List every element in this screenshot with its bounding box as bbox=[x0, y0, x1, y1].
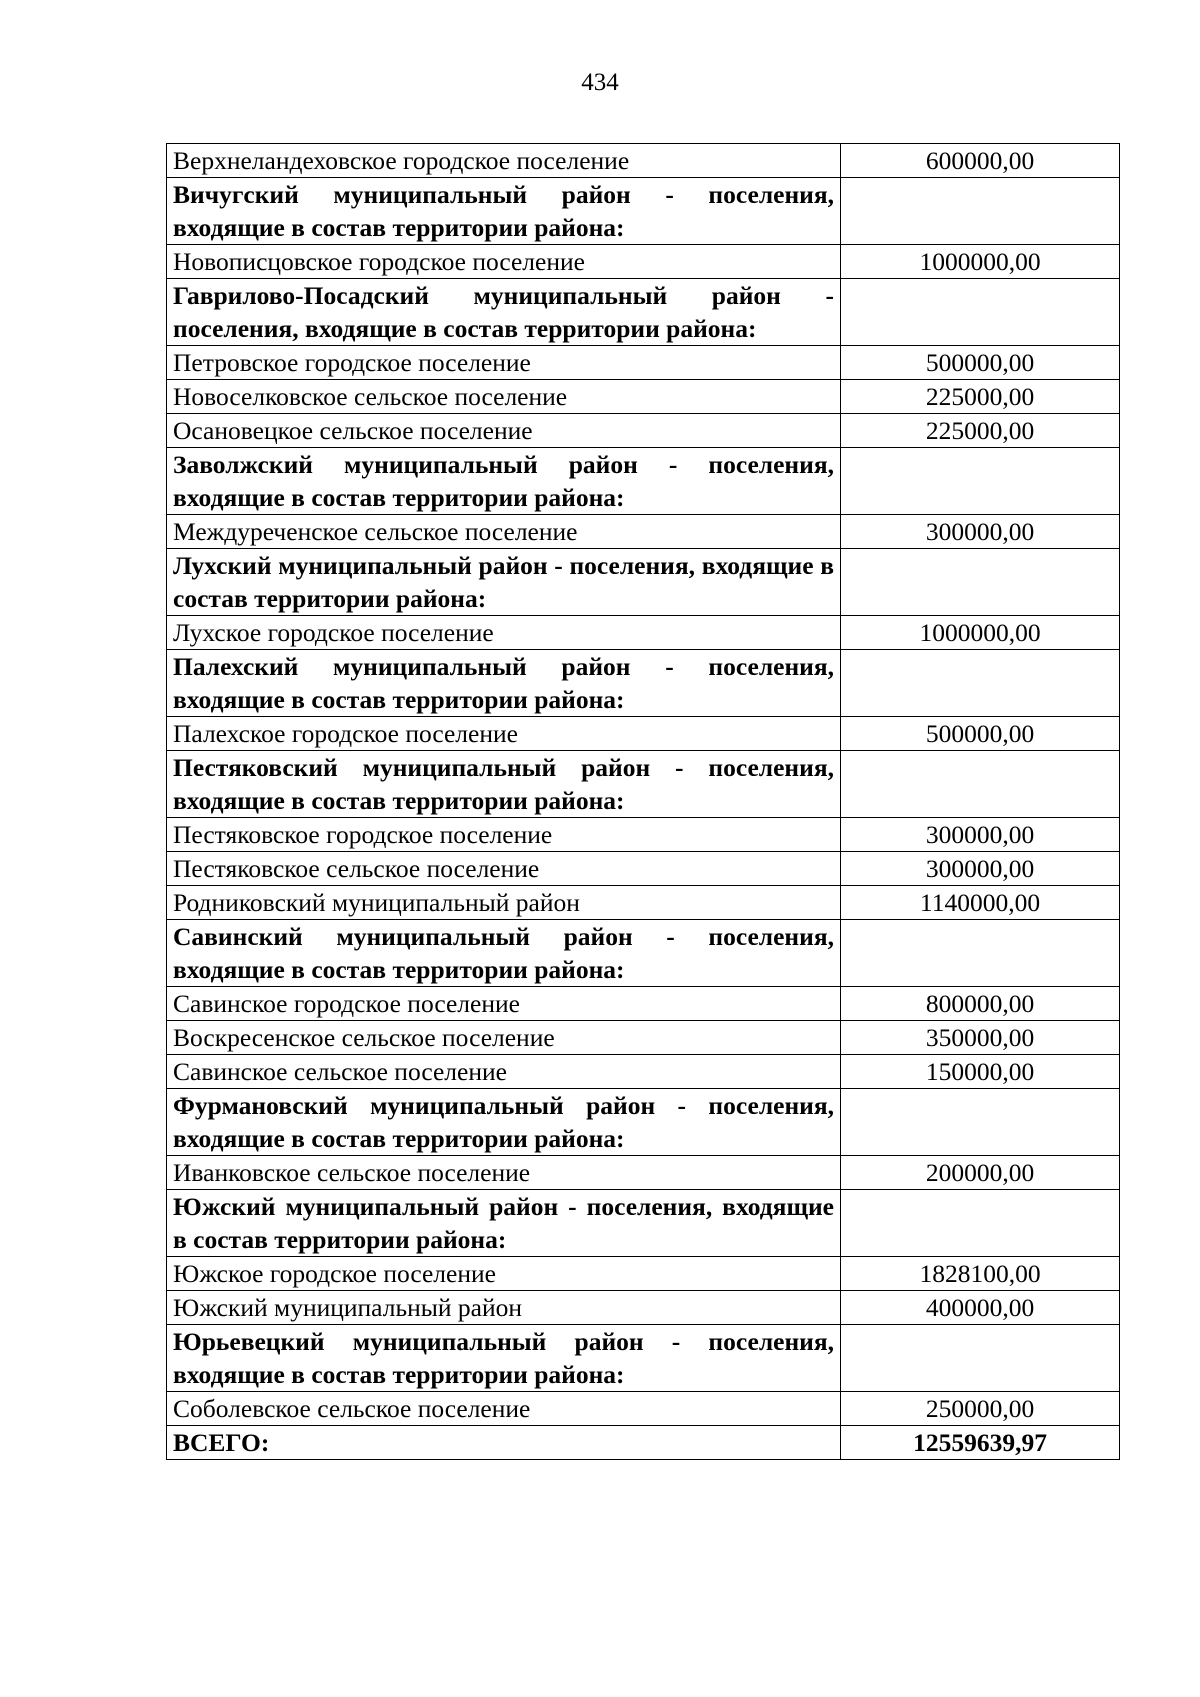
table-row bbox=[167, 987, 1120, 1021]
district-heading: Пестяковский муниципальный район - поселения, входящие в состав территории района: bbox=[167, 751, 841, 818]
amount-cell bbox=[841, 279, 1120, 346]
amount-cell bbox=[841, 178, 1120, 245]
table-row bbox=[167, 515, 1120, 549]
settlement-name: Родниковский муниципальный район bbox=[167, 886, 841, 920]
settlement-name: Пестяковское сельское поселение bbox=[167, 852, 841, 886]
settlement-name: Савинское сельское поселение bbox=[167, 1055, 841, 1089]
amount-cell bbox=[841, 1089, 1120, 1156]
table-row bbox=[167, 616, 1120, 650]
district-heading-row bbox=[167, 448, 1120, 515]
settlement-name: Южский муниципальный район bbox=[167, 1291, 841, 1325]
table-row bbox=[167, 1055, 1120, 1089]
amount-cell bbox=[841, 1325, 1120, 1392]
amount-cell: 250000,00 bbox=[841, 1392, 1120, 1426]
amount-cell bbox=[841, 920, 1120, 987]
amount-cell: 300000,00 bbox=[841, 515, 1120, 549]
amount-cell: 225000,00 bbox=[841, 380, 1120, 414]
amount-cell: 1000000,00 bbox=[841, 245, 1120, 279]
table-row bbox=[167, 245, 1120, 279]
amount-cell: 350000,00 bbox=[841, 1021, 1120, 1055]
table-row bbox=[167, 717, 1120, 751]
settlement-name: Воскресенское сельское поселение bbox=[167, 1021, 841, 1055]
amount-cell: 225000,00 bbox=[841, 414, 1120, 448]
settlement-name: Соболевское сельское поселение bbox=[167, 1392, 841, 1426]
district-heading-row bbox=[167, 1089, 1120, 1156]
district-heading: Фурмановский муниципальный район - поселения, входящие в состав территории района: bbox=[167, 1089, 841, 1156]
amount-cell bbox=[841, 1190, 1120, 1257]
table-row bbox=[167, 1021, 1120, 1055]
district-heading-row bbox=[167, 920, 1120, 987]
amount-cell bbox=[841, 650, 1120, 717]
settlement-name: Новоселковское сельское поселение bbox=[167, 380, 841, 414]
district-heading-row bbox=[167, 279, 1120, 346]
amount-cell bbox=[841, 751, 1120, 818]
amount-cell: 400000,00 bbox=[841, 1291, 1120, 1325]
amount-cell: 800000,00 bbox=[841, 987, 1120, 1021]
amount-cell: 1828100,00 bbox=[841, 1257, 1120, 1291]
district-heading: Заволжский муниципальный район - поселения, входящие в состав территории района: bbox=[167, 448, 841, 515]
district-heading: Южский муниципальный район - поселения, входящие в состав территории района: bbox=[167, 1190, 841, 1257]
district-heading: Гаврилово-Посадский муниципальный район - поселения, входящие в состав территории района: bbox=[167, 279, 841, 346]
amount-cell: 300000,00 bbox=[841, 818, 1120, 852]
settlement-name: Иванковское сельское поселение bbox=[167, 1156, 841, 1190]
total-amount: 12559639,97 bbox=[841, 1426, 1120, 1460]
table-row bbox=[167, 414, 1120, 448]
amount-cell: 500000,00 bbox=[841, 717, 1120, 751]
amount-cell: 200000,00 bbox=[841, 1156, 1120, 1190]
settlement-name: Междуреченское сельское поселение bbox=[167, 515, 841, 549]
district-heading-row bbox=[167, 178, 1120, 245]
district-heading-row bbox=[167, 1190, 1120, 1257]
allocation-table bbox=[166, 143, 1120, 1460]
table-row bbox=[167, 1291, 1120, 1325]
district-heading-row bbox=[167, 650, 1120, 717]
table-row bbox=[167, 346, 1120, 380]
amount-cell: 500000,00 bbox=[841, 346, 1120, 380]
amount-cell: 1140000,00 bbox=[841, 886, 1120, 920]
settlement-name: Савинское городское поселение bbox=[167, 987, 841, 1021]
amount-cell bbox=[841, 549, 1120, 616]
amount-cell: 300000,00 bbox=[841, 852, 1120, 886]
table-row bbox=[167, 886, 1120, 920]
district-heading-row bbox=[167, 549, 1120, 616]
page-number: 434 bbox=[581, 69, 619, 96]
district-heading: Савинский муниципальный район - поселения, входящие в состав территории района: bbox=[167, 920, 841, 987]
settlement-name: Новописцовское городское поселение bbox=[167, 245, 841, 279]
district-heading-row bbox=[167, 1325, 1120, 1392]
district-heading: Вичугский муниципальный район - поселения, входящие в состав территории района: bbox=[167, 178, 841, 245]
settlement-name: Петровское городское поселение bbox=[167, 346, 841, 380]
table-row bbox=[167, 144, 1120, 178]
settlement-name: Пестяковское городское поселение bbox=[167, 818, 841, 852]
amount-cell: 600000,00 bbox=[841, 144, 1120, 178]
district-heading: Палехский муниципальный район - поселения, входящие в состав территории района: bbox=[167, 650, 841, 717]
total-label: ВСЕГО: bbox=[167, 1426, 841, 1460]
table-row bbox=[167, 818, 1120, 852]
settlement-name: Осановецкое сельское поселение bbox=[167, 414, 841, 448]
table-row bbox=[167, 1392, 1120, 1426]
district-heading: Юрьевецкий муниципальный район - поселения, входящие в состав территории района: bbox=[167, 1325, 841, 1392]
total-row bbox=[167, 1426, 1120, 1460]
amount-cell bbox=[841, 448, 1120, 515]
table-row bbox=[167, 1257, 1120, 1291]
settlement-name: Палехское городское поселение bbox=[167, 717, 841, 751]
settlement-name: Южское городское поселение bbox=[167, 1257, 841, 1291]
table-row bbox=[167, 852, 1120, 886]
amount-cell: 1000000,00 bbox=[841, 616, 1120, 650]
district-heading: Лухский муниципальный район - поселения, входящие в состав территории района: bbox=[167, 549, 841, 616]
table-row bbox=[167, 1156, 1120, 1190]
table-row bbox=[167, 380, 1120, 414]
amount-cell: 150000,00 bbox=[841, 1055, 1120, 1089]
settlement-name: Лухское городское поселение bbox=[167, 616, 841, 650]
district-heading-row bbox=[167, 751, 1120, 818]
settlement-name: Верхнеландеховское городское поселение bbox=[167, 144, 841, 178]
table-body bbox=[167, 144, 1120, 1460]
